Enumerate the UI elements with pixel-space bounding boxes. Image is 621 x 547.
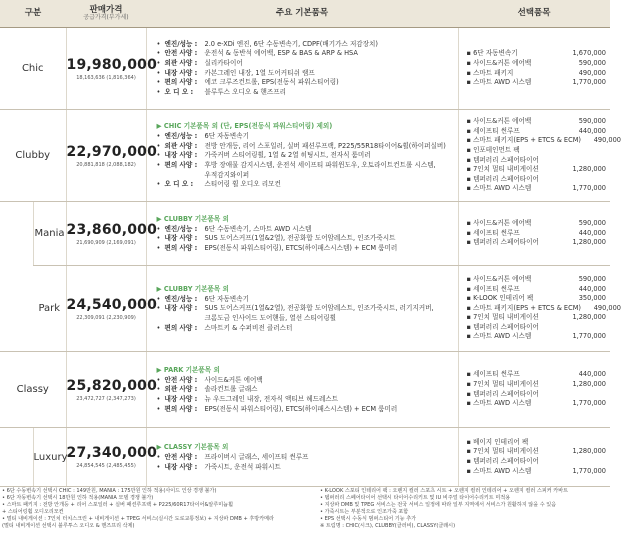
table-row-park — [0, 266, 610, 352]
option-line: ▪ 템퍼러리 스페어타이어 1,280,000 — [466, 238, 606, 247]
options-chic — [458, 28, 610, 110]
feature-line: • 내장 사양 : 가죽커버 스티어링휠, 1열 & 2열 히팅시트, 전자식 룸미러 — [156, 151, 371, 160]
option-line: ▪ 스마트 패키지(EPS + ETCS & ECM) 490,000 — [466, 136, 621, 145]
feature-line: • 오 디 오 : 블루투스 오디오 & 핸즈프리 — [156, 87, 286, 96]
feature-line: 우적감지와이퍼 — [204, 170, 250, 179]
supply-price-clubby: 20,881,818 (2,088,182) — [76, 161, 136, 168]
option-line: ▪ 템퍼러리 스페어타이어 — [466, 322, 539, 331]
option-line: ▪ 템퍼러리 스페어타이어 — [466, 174, 539, 183]
footnote-line: • 지상파 DMB 및 TPEG 서비스는 전국 서비스 일정에 따라 일부 지역에서 서비스가 원활하지 않을 수 있음 — [320, 502, 557, 508]
price-classy: 25,820,000 — [66, 377, 158, 394]
option-line: ▪ 6단 자동변속기 1,670,000 — [466, 49, 606, 58]
footnote-line: ※ 트림명 : CHIC(시크), CLUBBY(클러비), CLASSY(클래시) — [320, 523, 456, 529]
option-line: ▪ 세이프티 썬루프 440,000 — [466, 370, 606, 379]
feature-line: • 안전 사양 : 운전석 & 동반석 에어백, ESP & BAS & ARP & HSA — [156, 49, 358, 58]
footnote-line: • 스마트 패키지 : 전방 안개등 + 리어 스포일러 + 실버 패션루프랙 + P225/60R17타이어&알루미늄휠 — [2, 502, 234, 508]
feature-line: • 편의 사양 : 후방 장애물 감지시스템, 운전석 세이프티 파워윈도우, 오토라이트컨트롤 시스템, — [156, 161, 436, 169]
price-cell-clubby — [66, 110, 158, 202]
feature-line: • 엔진/성능 : 6단 수동변속기, 스마트 AWD 시스템 — [156, 224, 312, 233]
header-price-label: 판매가격 — [89, 4, 123, 15]
features-clubby — [146, 110, 458, 202]
option-line: ▪ 스마트 AWD 시스템 1,770,000 — [466, 184, 606, 193]
option-line: ▪ 세이프티 썬루프 440,000 — [466, 228, 606, 237]
header-trim: 구분 — [0, 0, 66, 28]
footnotes — [0, 488, 610, 547]
feature-line: • 안전 사양 : 프라이버시 글래스, 세이프티 썬루프 — [156, 452, 309, 461]
option-line: ▪ 세이프티 썬루프 440,000 — [466, 284, 606, 293]
feature-line: • 편의 사양 : 에코 크루즈컨트롤, EPS(전동식 파워스티어링) — [156, 78, 339, 87]
option-line: ▪ 스마트 AWD 시스템 1,770,000 — [466, 78, 606, 87]
feature-line: • 오 디 오 : 스티어링 휠 오디오 리모컨 — [156, 180, 281, 189]
features-classy — [146, 352, 458, 428]
feature-line: • 엔진/성능 : 6단 자동변속기 — [156, 132, 250, 141]
price-clubby: 22,970,000 — [66, 143, 158, 160]
feature-line: 크롬도금 인사이드 도어핸들, 열선 스티어링휠 — [204, 314, 337, 322]
trim-name-mania: Mania — [33, 202, 66, 266]
feature-line: • 내장 사양 : SUS 도어스커프(1열&2열), 전공화합 도어암레스트, 인조가죽시트, 러기지커버, — [156, 304, 434, 313]
base-features-luxury: ▶ CLASSY 기본품목 외 — [156, 442, 229, 451]
features-luxury — [146, 428, 458, 487]
table-header-row — [0, 0, 610, 28]
feature-line: • 안전 사양 : 사이드&커튼 에어백 — [156, 375, 263, 384]
features-mania — [146, 202, 458, 266]
features-chic — [146, 28, 458, 110]
header-price-sub: 공급가격(부가세) — [83, 13, 129, 21]
feature-line: • 편의 사양 : 스마트키 & 수퍼비전 클러스터 — [156, 323, 293, 332]
table-row-clubby — [0, 110, 610, 202]
feature-line: • 엔진/성능 : 6단 자동변속기 — [156, 294, 250, 303]
option-line: ▪ 7인치 멀티 내비게이션 1,280,000 — [466, 165, 606, 174]
option-line: ▪ 템퍼러리 스페어타이어 — [466, 389, 539, 398]
header-price — [66, 0, 146, 28]
options-park — [458, 266, 621, 352]
base-features-classy: ▶ PARK 기본품목 외 — [156, 365, 220, 374]
trim-name-park: Park — [33, 266, 66, 352]
footnote-line: + 스티어링휠 오디오리모컨 — [2, 509, 64, 515]
footnote-line: • K-LOOK 스포티 인테리어 팩 : 오렌지 컬러 스포츠 시트 + 오렌지 컬러 인테리어 + 오렌지 컬러 스피커 카바트 — [320, 488, 569, 494]
option-line: ▪ 7인치 멀티 내비게이션 1,280,000 — [466, 379, 606, 388]
feature-line: • 외관 사양 : 전방 안개등, 리어 스포일러, 실버 패션루프랙, P225/55R18타이어&휠(하이퍼실버) — [156, 141, 446, 150]
footnote-line: • 멀티 내비게이션 : 7인치 터치스크린 + 내비게이션 + TPEG 서비스(실시간 도로교통정보) + 지상파 DMB + 후방카메라 — [2, 516, 274, 522]
features-park — [146, 266, 458, 352]
option-line: ▪ 사이드&커튼 에어백 590,000 — [466, 117, 606, 126]
options-luxury — [458, 428, 610, 487]
clubby-group-spacer — [0, 202, 33, 352]
supply-price-park: 22,309,091 (2,230,909) — [76, 314, 136, 321]
option-line: ▪ 인포테인먼트 팩 — [466, 145, 520, 154]
classy-group-spacer — [0, 428, 33, 487]
table-row-chic — [0, 28, 610, 110]
option-line: ▪ 템퍼러리 스페어타이어 — [466, 457, 539, 465]
feature-line: • 외관 사양 : 솔라컨트롤 글래스 — [156, 385, 258, 394]
feature-line: • 내장 사양 : SUS 도어스커프(1열&2열), 전공화합 도어암레스트, 인조가죽시트 — [156, 234, 396, 243]
trim-name-clubby: Clubby — [0, 110, 66, 202]
option-line: ▪ 스마트 AWD 시스템 1,770,000 — [466, 399, 606, 408]
trim-name-luxury: Luxury — [33, 428, 66, 487]
option-line: ▪ 베이지 인테리어 팩 — [466, 437, 529, 446]
option-line: ▪ 7인치 멀티 내비게이션 1,280,000 — [466, 447, 606, 456]
options-mania — [458, 202, 610, 266]
price-chic: 19,980,000 — [66, 56, 158, 73]
footnote-line: • 6단 수동변속기 선택시 CHIC : 149만원, MANIA : 175만원 인하 적용(사이드 인상 경쟁 불가) — [2, 488, 217, 494]
footnotes-left — [2, 488, 307, 530]
option-line: ▪ 스마트 패키지 490,000 — [466, 68, 606, 77]
base-features-clubby: ▶ CHIC 기본품목 외 (단, EPS(전동식 파워스티어링) 제외) — [156, 122, 333, 131]
price-park: 24,540,000 — [66, 296, 158, 313]
header-options: 선택품목 — [458, 0, 610, 28]
footnotes-right — [320, 488, 610, 530]
price-cell-park — [66, 266, 158, 352]
price-cell-luxury — [66, 428, 158, 487]
trim-name-chic: Chic — [0, 28, 66, 110]
option-line: ▪ 사이드&커튼 에어백 590,000 — [466, 274, 606, 283]
option-line: ▪ 세이프티 썬루프 440,000 — [466, 126, 606, 135]
supply-price-classy: 23,472,727 (2,347,273) — [76, 395, 136, 402]
supply-price-luxury: 24,854,545 (2,485,455) — [76, 463, 136, 469]
table-row-classy — [0, 352, 610, 428]
feature-line: • 엔진/성능 : 2.0 e-XDi 엔진, 6단 수동변속기, CDPF(배기가스 저감장치) — [156, 39, 378, 48]
header-features: 주요 기본품목 — [146, 0, 458, 28]
base-features-mania: ▶ CLUBBY 기본품목 외 — [156, 214, 229, 223]
footnote-line: • 6단 자동변속기 선택시 18만원 인하 적용(MANIA 모델 경쟁 불가) — [2, 495, 154, 501]
footnote-line: • 템퍼러리 스페어타이어 선택시 타이어수리키트 및 IU 비주얼 타이어수리키트 미적용 — [320, 495, 511, 501]
options-classy — [458, 352, 610, 428]
option-line: ▪ 사이드&커튼 에어백 590,000 — [466, 219, 606, 228]
footnote-line: (멀티 내비게이션 선택시 블루투스 오디오 & 핸즈프리 삭제) — [2, 523, 135, 529]
option-line: ▪ 7인치 멀티 내비게이션 1,280,000 — [466, 313, 606, 322]
feature-line: • 내장 사양 : 뉴 우드그레인 내장, 전자식 액티브 헤드레스트 — [156, 395, 339, 403]
footnote-line: • 가죽시트는 부분적으로 인조가죽 포함 — [320, 509, 409, 515]
feature-line: • 편의 사양 : EPS(전동식 파워스티어링), ETCS(하이패스시스템) + ECM 룸미러 — [156, 404, 398, 413]
options-clubby — [458, 110, 621, 202]
trim-name-classy: Classy — [0, 352, 66, 428]
feature-line: • 내장 사양 : 카본그레인 내장, 1열 도어커티쉬 램프 — [156, 68, 315, 77]
option-line: ▪ 스마트 패키지(EPS + ETCS & ECM) 490,000 — [466, 303, 621, 312]
feature-line: • 외관 사양 : 실리카타이어 — [156, 58, 243, 67]
price-cell-mania — [66, 202, 158, 266]
footnote-line: • EPS 선택시 수동식 범퍼스티어 기능 추가 — [320, 516, 417, 522]
option-line: ▪ K-LOOK 인테리어 팩 350,000 — [466, 294, 606, 303]
price-cell-chic — [66, 28, 158, 110]
price-luxury: 27,340,000 — [66, 445, 158, 461]
option-line: ▪ 스마트 AWD 시스템 1,770,000 — [466, 332, 606, 341]
feature-line: • 내장 사양 : 가죽시트, 운전석 파워시트 — [156, 462, 281, 471]
feature-line: • 편의 사양 : EPS(전동식 파워스티어링), ETCS(하이패스시스템) + ECM 룸미러 — [156, 243, 398, 252]
option-line: ▪ 템퍼러리 스페어타이어 — [466, 155, 539, 164]
table-row-mania — [0, 202, 610, 266]
base-features-park: ▶ CLUBBY 기본품목 외 — [156, 284, 229, 293]
table-row-luxury — [0, 428, 610, 487]
option-line: ▪ 스마트 AWD 시스템 1,770,000 — [466, 466, 606, 475]
price-cell-classy — [66, 352, 158, 428]
supply-price-chic: 18,163,636 (1,816,364) — [76, 74, 136, 81]
price-mania: 23,860,000 — [66, 221, 158, 238]
option-line: ▪ 사이드&커튼 에어백 590,000 — [466, 58, 606, 67]
supply-price-mania: 21,690,909 (2,169,091) — [76, 239, 136, 246]
